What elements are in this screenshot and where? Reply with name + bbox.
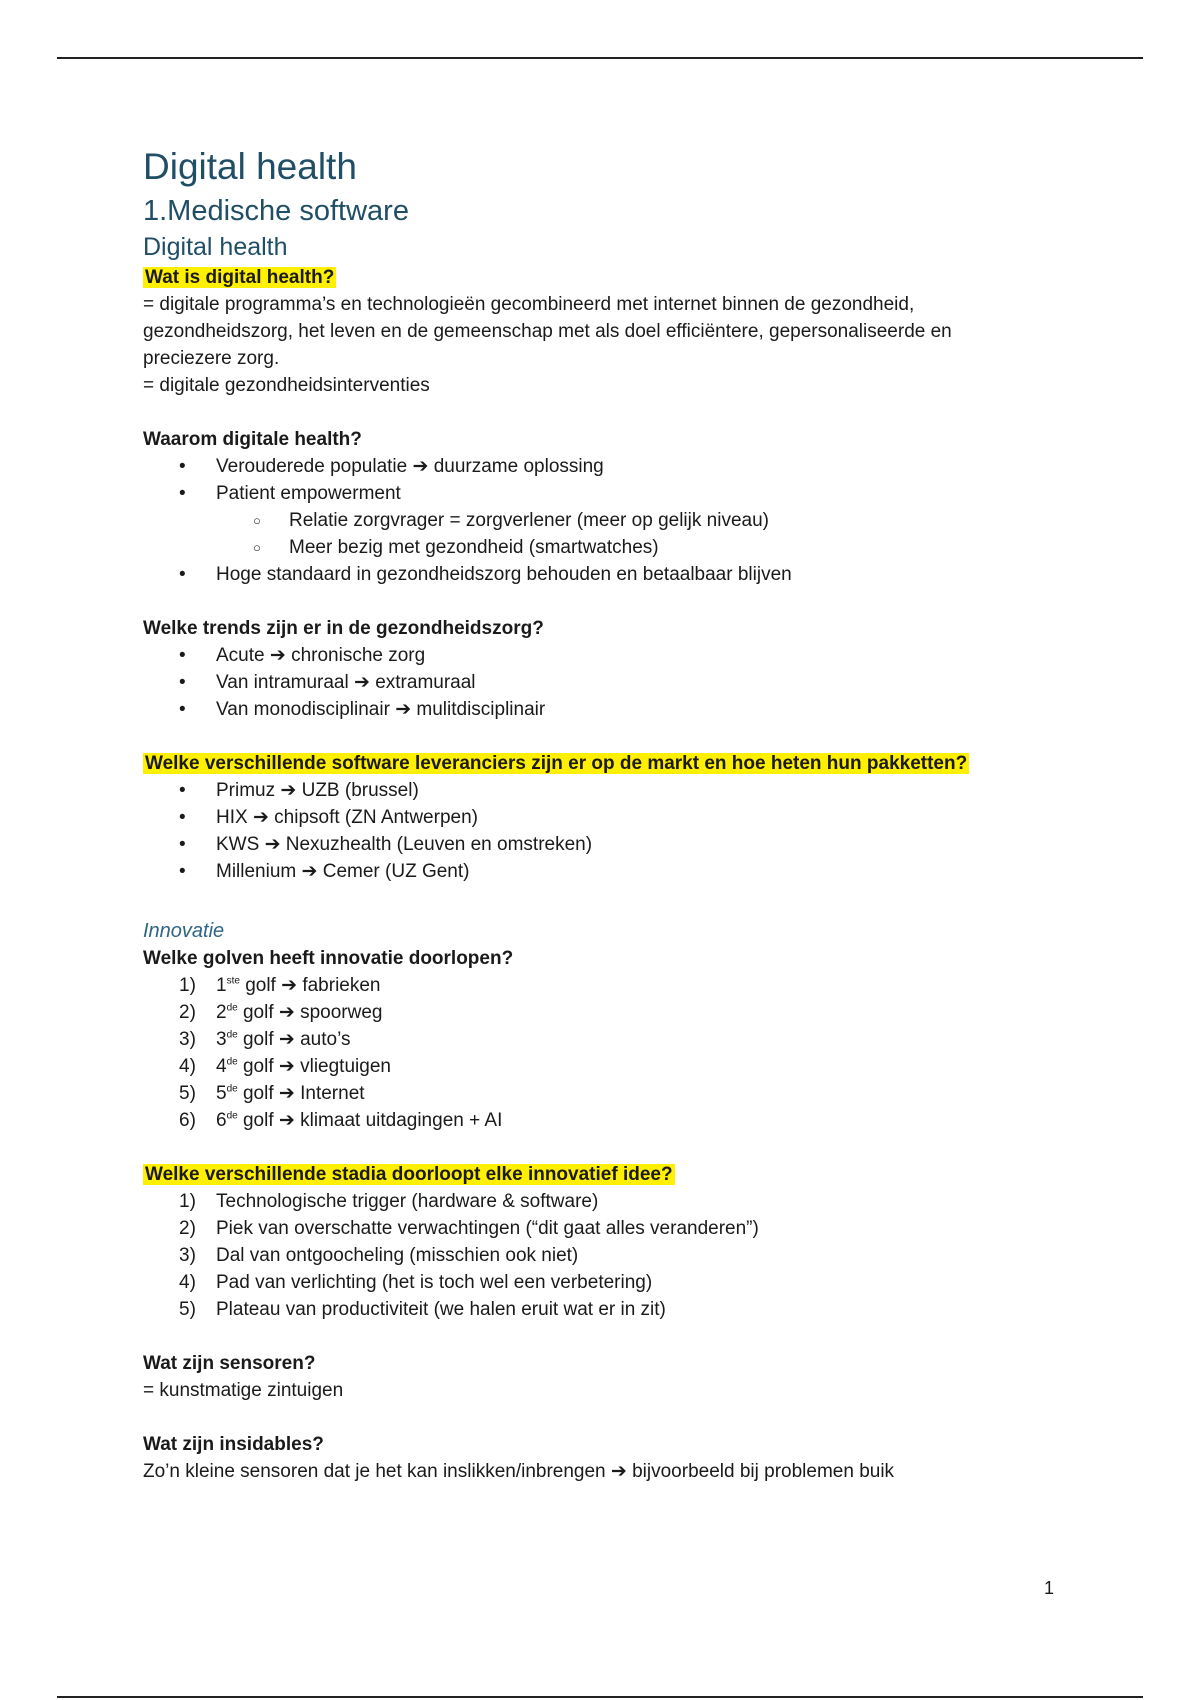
arrow-icon: ➔: [252, 806, 269, 828]
list-item: 6) 6de golf ➔ klimaat uitdagingen + AI: [179, 1109, 503, 1131]
answer-line: gezondheidszorg, het leven en de gemeenschap met als doel efficiëntere, gepersonaliseerde en: [143, 321, 952, 342]
list-item: • Millenium ➔ Cemer (UZ Gent): [143, 858, 1083, 885]
arrow-icon: ➔: [278, 1055, 295, 1077]
question-innovation-waves: Welke golven heeft innovatie doorlopen?: [143, 948, 514, 969]
arrow-icon: ➔: [278, 1082, 295, 1104]
list-item: • Van monodisciplinair ➔ mulitdisciplinair: [143, 696, 1083, 723]
answer-line: = kunstmatige zintuigen: [143, 1380, 344, 1401]
numbered-list: [143, 972, 1083, 1134]
document-title: Digital health: [143, 146, 357, 187]
sub-list-item: ○ Meer bezig met gezondheid (smartwatches): [143, 534, 1083, 561]
list-item: 1) 1ste golf ➔ fabrieken: [179, 974, 381, 996]
list-item: • KWS ➔ Nexuzhealth (Leuven en omstreken): [143, 831, 1083, 858]
section-heading: 1.Medische software: [143, 195, 409, 227]
list-item: 2) Piek van overschatte verwachtingen (“dit gaat alles veranderen”): [179, 1218, 759, 1239]
arrow-icon: ➔: [278, 1028, 295, 1050]
list-item: 4) 4de golf ➔ vliegtuigen: [179, 1055, 391, 1077]
page-number: 1: [1044, 1578, 1055, 1598]
list-item: • Patient empowerment: [143, 480, 1083, 507]
answer-line: preciezere zorg.: [143, 348, 280, 369]
answer-line: Zo’n kleine sensoren dat je het kan inslikken/inbrengen ➔ bijvoorbeeld bij problemen buik: [143, 1460, 895, 1482]
question-innovation-stages: Welke verschillende stadia doorloopt elke innovatief idee?: [145, 1164, 673, 1185]
list-item: 5) Plateau van productiviteit (we halen eruit wat er in zit): [179, 1299, 666, 1320]
question-trends: Welke trends zijn er in de gezondheidszorg?: [143, 618, 544, 639]
arrow-icon: ➔: [280, 779, 297, 801]
list-item: 2) 2de golf ➔ spoorweg: [179, 1001, 383, 1023]
sub-bullet-list: [143, 507, 1083, 561]
list-item: • HIX ➔ chipsoft (ZN Antwerpen): [143, 804, 1083, 831]
arrow-icon: ➔: [354, 671, 370, 693]
arrow-icon: ➔: [278, 1109, 295, 1131]
list-item: • Acute ➔ chronische zorg: [143, 642, 1083, 669]
innovatie-heading: Innovatie: [143, 920, 225, 942]
top-rule: [57, 57, 1143, 59]
bullet-list: [143, 453, 1083, 507]
question-what-is-digital-health: Wat is digital health?: [145, 267, 335, 288]
list-item: 4) Pad van verlichting (het is toch wel een verbetering): [179, 1272, 653, 1293]
arrow-icon: ➔: [395, 698, 412, 720]
list-item: 1) Technologische trigger (hardware & software): [179, 1191, 599, 1212]
arrow-icon: ➔: [412, 455, 429, 477]
sub-list-item: ○ Relatie zorgvrager = zorgverlener (meer op gelijk niveau): [143, 507, 1083, 534]
answer-line: = digitale programma’s en technologieën gecombineerd met internet binnen de gezondheid,: [143, 294, 915, 315]
question-software-vendors: Welke verschillende software leveranciers zijn er op de markt en hoe heten hun pakketten?: [145, 753, 968, 774]
list-item: 3) Dal van ontgoocheling (misschien ook niet): [179, 1245, 579, 1266]
bullet-list: [143, 642, 1083, 723]
list-item: 5) 5de golf ➔ Internet: [179, 1082, 365, 1104]
arrow-icon: ➔: [301, 860, 318, 882]
bottom-rule: [57, 1696, 1143, 1698]
arrow-icon: ➔: [281, 974, 298, 996]
document-body: [143, 142, 1083, 1485]
list-item: • Primuz ➔ UZB (brussel): [143, 777, 1083, 804]
arrow-icon: ➔: [269, 644, 286, 666]
list-item: • Verouderede populatie ➔ duurzame oplossing: [143, 453, 1083, 480]
question-sensors: Wat zijn sensoren?: [143, 1353, 316, 1374]
bullet-list: [143, 777, 1083, 885]
question-why-digital-health: Waarom digitale health?: [143, 429, 362, 450]
bullet-list: [143, 561, 1083, 588]
arrow-icon: ➔: [610, 1460, 627, 1482]
answer-line: = digitale gezondheidsinterventies: [143, 375, 430, 396]
numbered-list: [143, 1188, 1083, 1323]
subsection-heading: Digital health: [143, 233, 288, 261]
arrow-icon: ➔: [264, 833, 281, 855]
list-item: • Van intramuraal ➔ extramuraal: [143, 669, 1083, 696]
list-item: • Hoge standaard in gezondheidszorg behouden en betaalbaar blijven: [143, 561, 1083, 588]
question-insidables: Wat zijn insidables?: [143, 1434, 324, 1455]
list-item: 3) 3de golf ➔ auto’s: [179, 1028, 351, 1050]
arrow-icon: ➔: [278, 1001, 295, 1023]
